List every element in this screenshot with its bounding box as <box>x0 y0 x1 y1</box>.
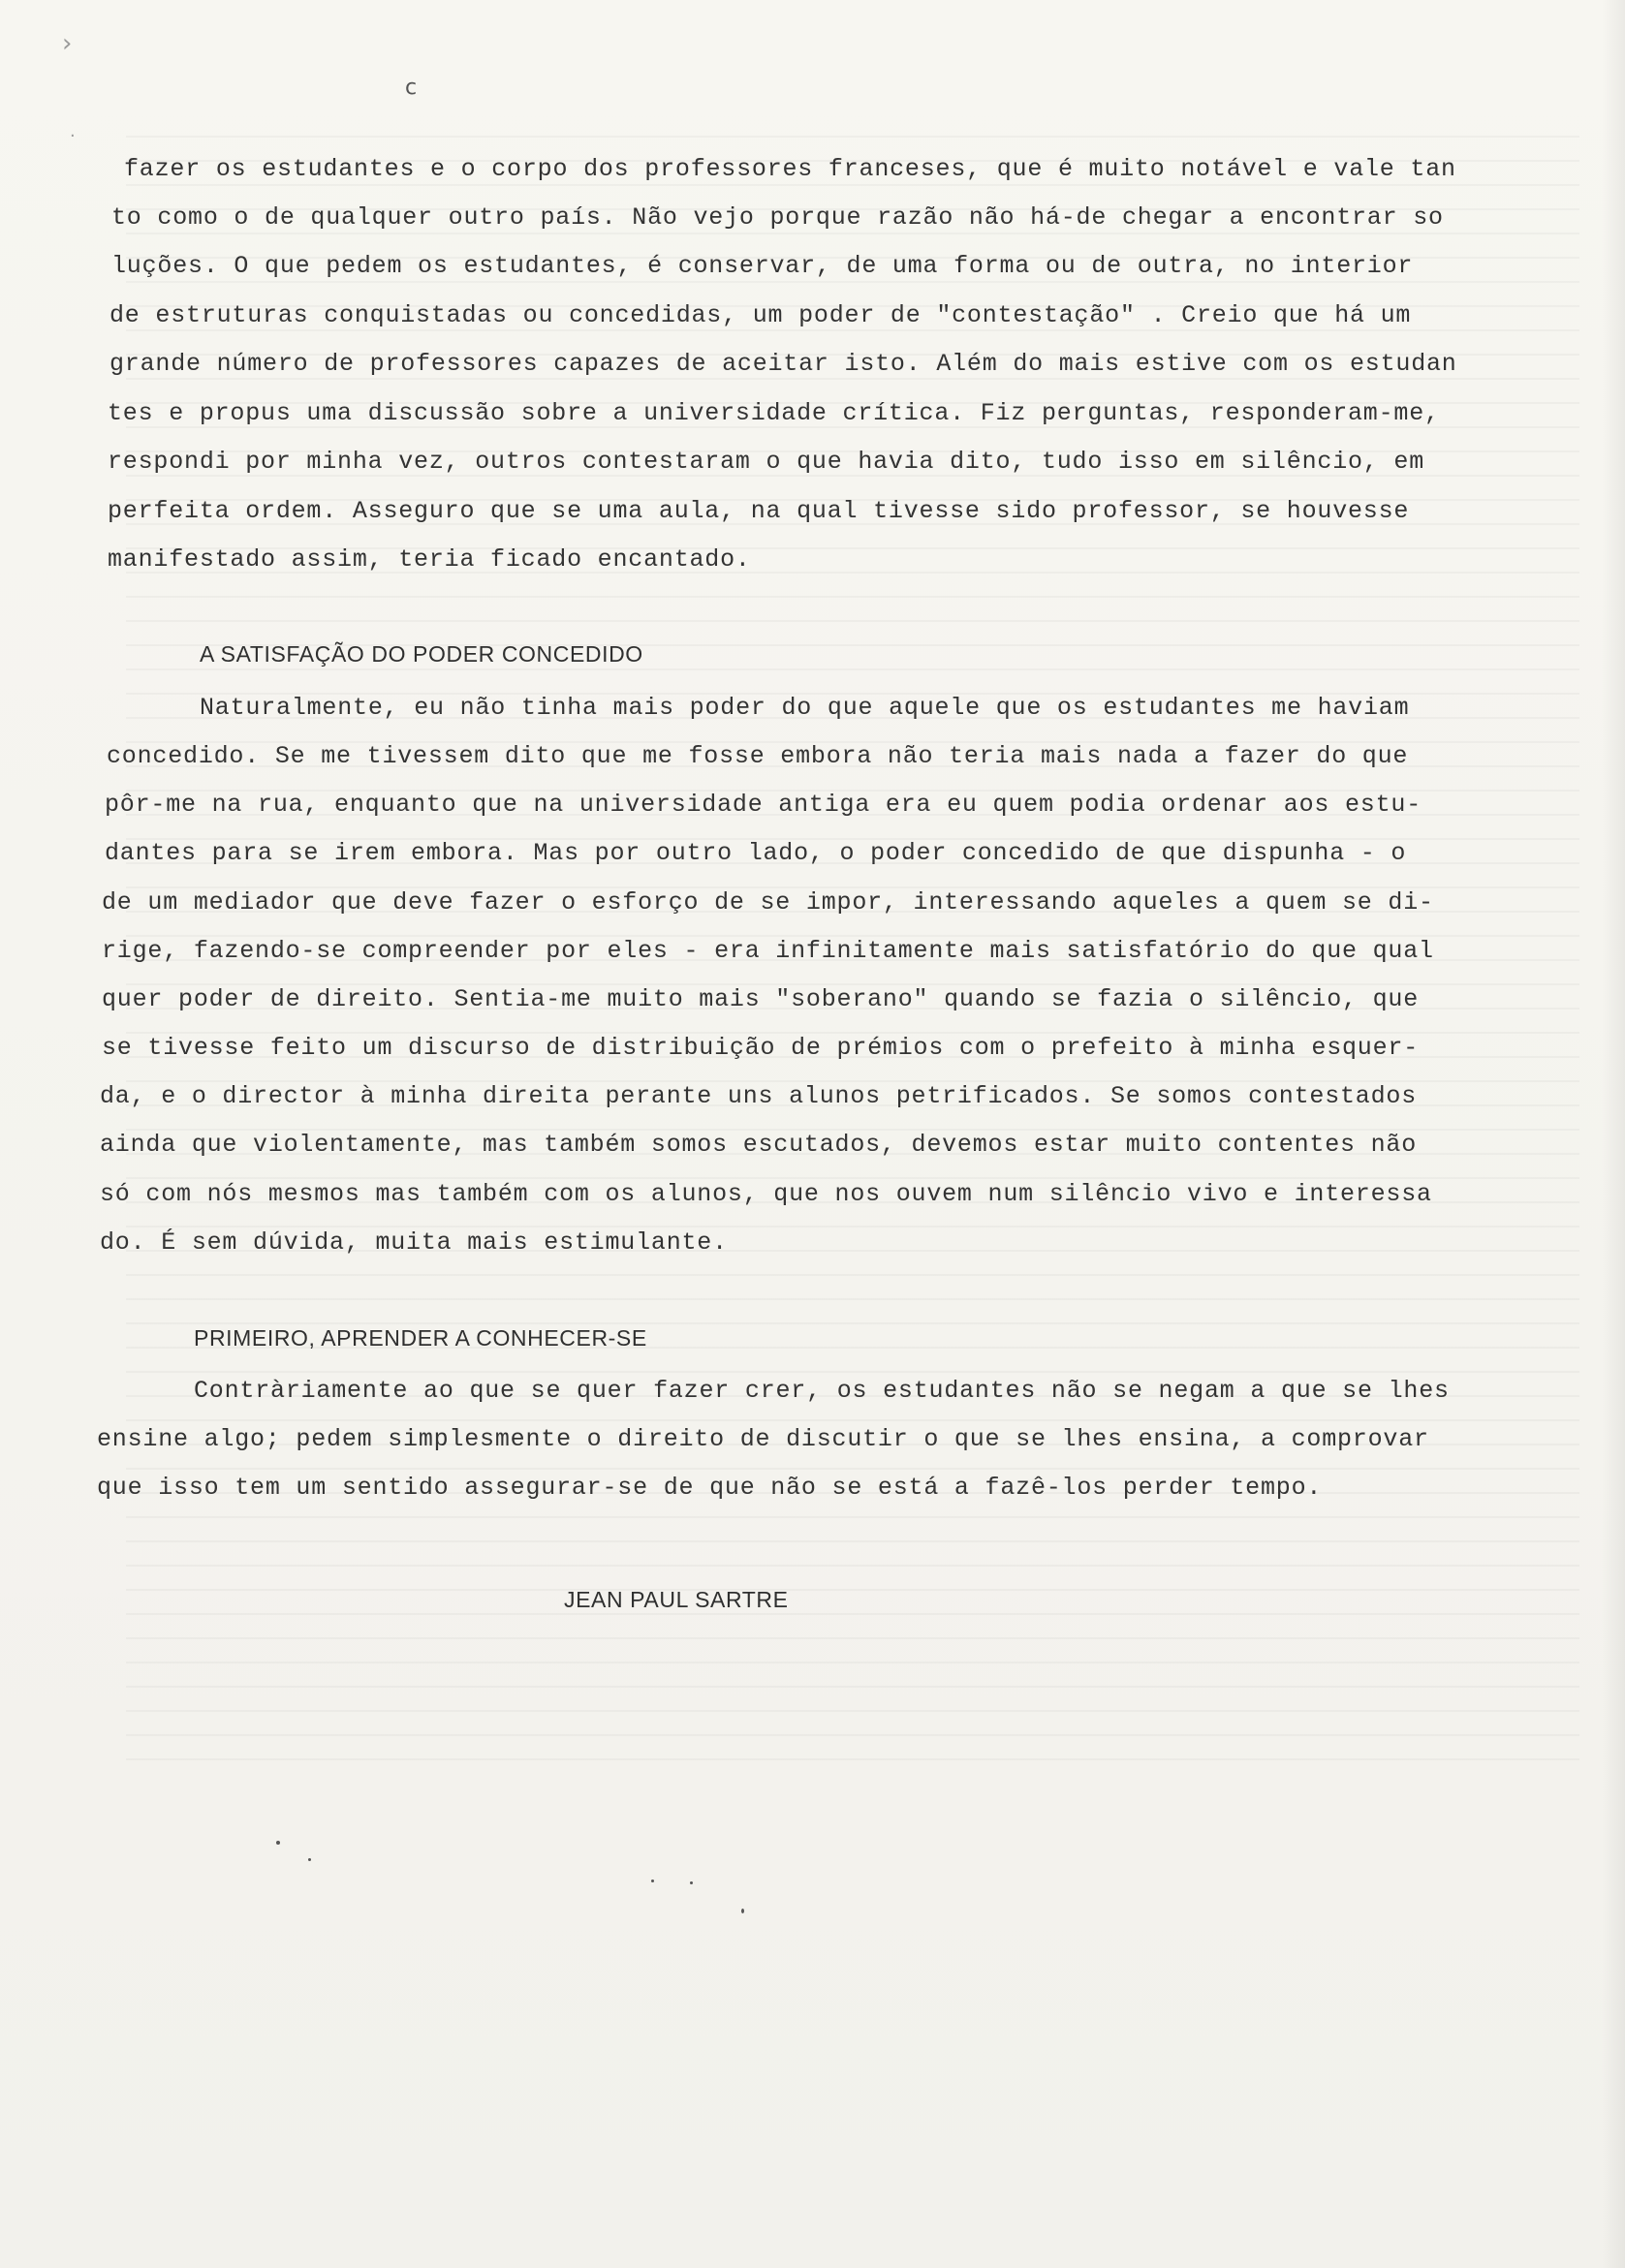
text-line: de um mediador que deve fazer o esforço de se impor, interessando aqueles a quem se di- <box>102 888 1434 917</box>
author-signature: JEAN PAUL SARTRE <box>564 1587 789 1612</box>
punch-mark-top: › <box>62 29 73 58</box>
text-line: respondi por minha vez, outros contestaram o que havia dito, tudo isso em silêncio, em <box>108 448 1425 476</box>
text-line: fazer os estudantes e o corpo dos professores franceses, que é muito notável e vale tan <box>124 155 1456 183</box>
section-heading: A SATISFAÇÃO DO PODER CONCEDIDO <box>200 641 643 667</box>
text-line: luções. O que pedem os estudantes, é conservar, de uma forma ou de outra, no interior <box>111 252 1414 280</box>
text-line: quer poder de direito. Sentia-me muito mais "soberano" quando se fazia o silêncio, que <box>102 985 1420 1013</box>
text-line: concedido. Se me tivessem dito que me fosse embora não teria mais nada a fazer do que <box>107 742 1409 770</box>
punch-mark-mid: · <box>70 126 76 146</box>
ink-speck <box>651 1880 654 1882</box>
ink-speck <box>308 1858 311 1861</box>
text-line: Contràriamente ao que se quer fazer crer, os estudantes não se negam a que se lhes <box>194 1377 1450 1405</box>
section-heading: PRIMEIRO, APRENDER A CONHECER-SE <box>194 1325 647 1351</box>
text-line: pôr-me na rua, enquanto que na universidade antiga era eu quem podia ordenar aos estu- <box>105 791 1422 819</box>
text-line: grande número de professores capazes de aceitar isto. Além do mais estive com os estudan <box>109 350 1457 378</box>
text-line: dantes para se irem embora. Mas por outro lado, o poder concedido de que dispunha - o <box>105 839 1407 867</box>
ink-mark-top: ϲ <box>405 76 418 100</box>
ink-speck <box>690 1881 693 1884</box>
text-line: do. É sem dúvida, muita mais estimulante. <box>100 1228 728 1257</box>
text-line: Naturalmente, eu não tinha mais poder do que aquele que os estudantes me haviam <box>200 694 1410 722</box>
text-line: só com nós mesmos mas também com os alunos, que nos ouvem num silêncio vivo e interessa <box>100 1180 1432 1208</box>
text-line: rige, fazendo-se compreender por eles - era infinitamente mais satisfatório do que qual <box>102 937 1434 965</box>
text-line: ensine algo; pedem simplesmente o direito de discutir o que se lhes ensina, a comprovar <box>97 1425 1429 1453</box>
ink-speck <box>276 1841 280 1845</box>
text-line: que isso tem um sentido assegurar-se de que não se está a fazê-los perder tempo. <box>97 1474 1323 1502</box>
paper-edge-shadow <box>1602 0 1625 2268</box>
text-line: se tivesse feito um discurso de distribuição de prémios com o prefeito à minha esquer- <box>102 1034 1420 1062</box>
text-line: tes e propus uma discussão sobre a universidade crítica. Fiz perguntas, responderam-me, <box>108 399 1440 427</box>
text-line: da, e o director à minha direita perante uns alunos petrificados. Se somos contestados <box>100 1082 1418 1110</box>
text-line: manifestado assim, teria ficado encantado. <box>108 545 751 574</box>
text-line: de estruturas conquistadas ou concedidas, um poder de "contestação" . Creio que há um <box>109 301 1412 329</box>
text-line: ainda que violentamente, mas também somos escutados, devemos estar muito contentes não <box>100 1131 1418 1159</box>
text-line: to como o de qualquer outro país. Não vejo porque razão não há-de chegar a encontrar so <box>111 203 1444 232</box>
text-line: perfeita ordem. Asseguro que se uma aula, na qual tivesse sido professor, se houvesse <box>108 497 1410 525</box>
ink-speck <box>741 1909 744 1913</box>
